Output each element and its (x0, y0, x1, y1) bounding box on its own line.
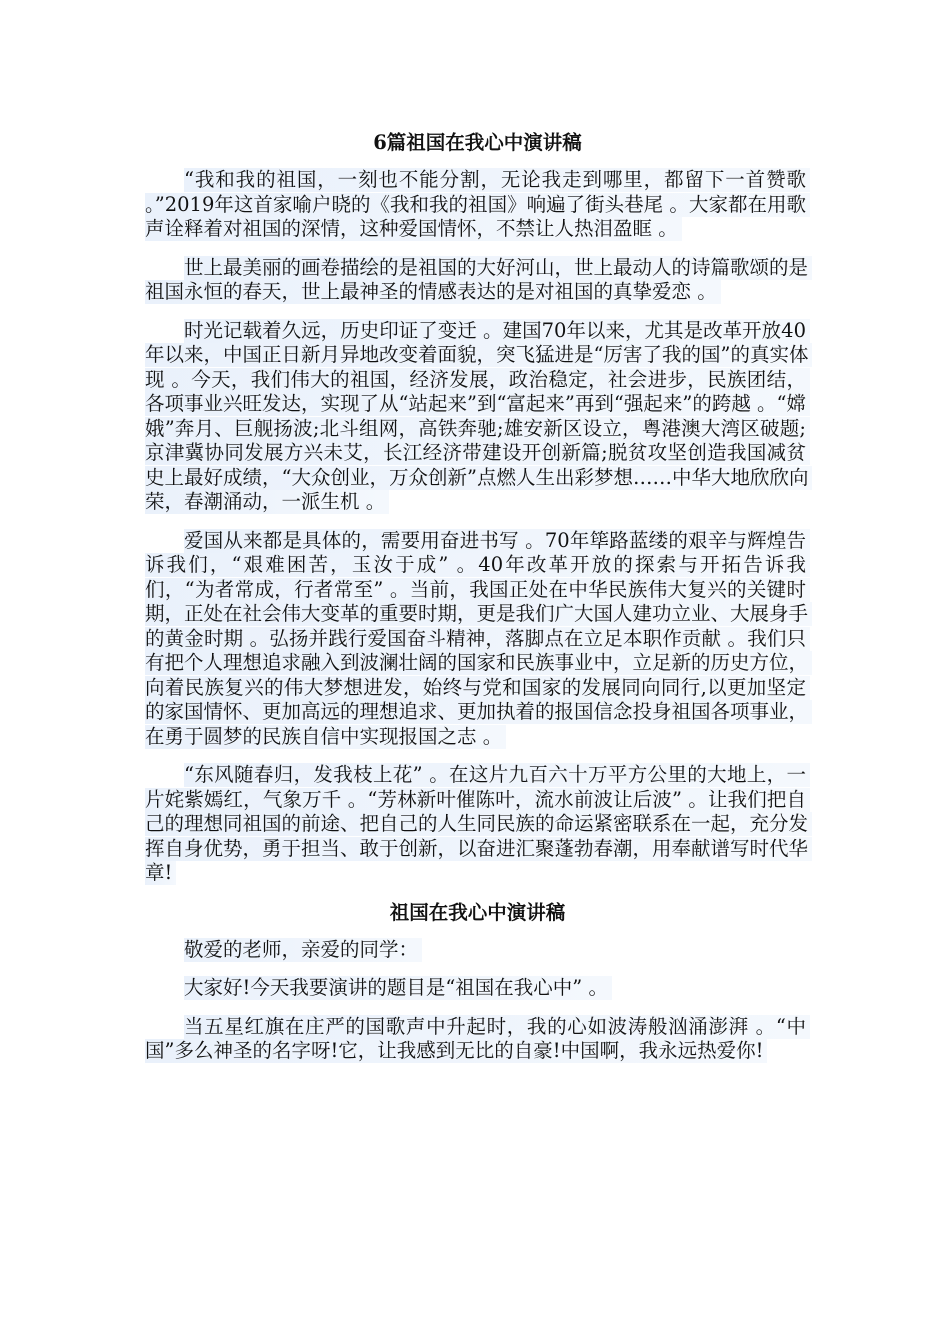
paragraph (145, 938, 810, 963)
document-title: 6篇祖国在我心中演讲稿 (373, 131, 582, 154)
paragraph-text: “东风随春归，发我枝上花” 。在这片九百六十万平方公里的大地上，一片姹紫嫣红，气象万千 。“芳林新叶催陈叶，流水前波让后波” 。让我们把自己的理想同祖国的前途、把自己的人生同民族的命运紧密联系在一起，充分发挥自身优势，勇于担当、敢于创新，以奋进汇聚蓬勃春潮，用奉献谱写时代华章! (145, 763, 812, 885)
paragraph (145, 763, 810, 886)
paragraph (145, 1015, 810, 1064)
paragraph (145, 319, 810, 515)
document-content (145, 130, 810, 1064)
section-title: 祖国在我心中演讲稿 (389, 900, 566, 924)
paragraph-text: 世上最美丽的画卷描绘的是祖国的大好河山，世上最动人的诗篇歌颂的是祖国永恒的春天，世上最神圣的情感表达的是对祖国的真挚爱恋 。 (145, 256, 812, 305)
paragraph-text: 大家好!今天我要演讲的题目是“祖国在我心中” 。 (184, 976, 612, 1000)
paragraph (145, 976, 810, 1001)
paragraph (145, 256, 810, 305)
paragraph-text: 敬爱的老师，亲爱的同学： (184, 938, 422, 962)
paragraph (145, 168, 810, 242)
paragraph-text: 爱国从来都是具体的，需要用奋进书写 。70年筚路蓝缕的艰辛与辉煌告诉我们，“艰难困苦，玉汝于成” 。40年改革开放的探索与开拓告诉我们，“为者常成，行者常至” 。当前，我国正处在中华民族伟大复兴的关键时期，正处在社会伟大变革的重要时期，更是我们广大国人建功立业、大展身手的黄金时期 。弘扬并践行爱国奋斗精神，落脚点在立足本职作贡献 。我们只有把个人理想追求融入到波澜壮阔的国家和民族事业中，立足新的历史方位，向着民族复兴的伟大梦想进发，始终与党和国家的发展同向同行,以更加坚定的家国情怀、更加高远的理想追求、更加执着的报国信念投身祖国各项事业，在勇于圆梦的民族自信中实现报国之志 。 (145, 529, 812, 749)
paragraph (145, 529, 810, 750)
paragraph-text: 当五星红旗在庄严的国歌声中升起时，我的心如波涛般汹涌澎湃 。“中国”多么神圣的名字呀!它，让我感到无比的自豪!中国啊，我永远热爱你! (145, 1015, 810, 1064)
paragraph-text: “我和我的祖国，一刻也不能分割，无论我走到哪里，都留下一首赞歌 。”2019年这首家喻户晓的《我和我的祖国》响遍了街头巷尾 。大家都在用歌声诠释着对祖国的深情，这种爱国情怀，不禁让人热泪盈眶 。 (145, 168, 810, 241)
paragraph-text: 时光记载着久远，历史印证了变迁 。建国70年以来，尤其是改革开放40年以来，中国正日新月异地改变着面貌，突飞猛进是“厉害了我的国”的真实体现 。今天，我们伟大的祖国，经济发展，政治稳定，社会进步，民族团结，各项事业兴旺发达，实现了从“站起来”到“富起来”再到“强起来”的跨越 。“嫦娥”奔月、巨舰扬波;北斗组网，高铁奔驰;雄安新区设立，粤港澳大湾区破题;京津冀协同发展方兴未艾，长江经济带建设开创新篇;脱贫攻坚创造我国减贫史上最好成绩，“大众创业，万众创新”点燃人生出彩梦想……中华大地欣欣向荣，春潮涌动，一派生机 。 (145, 319, 812, 515)
